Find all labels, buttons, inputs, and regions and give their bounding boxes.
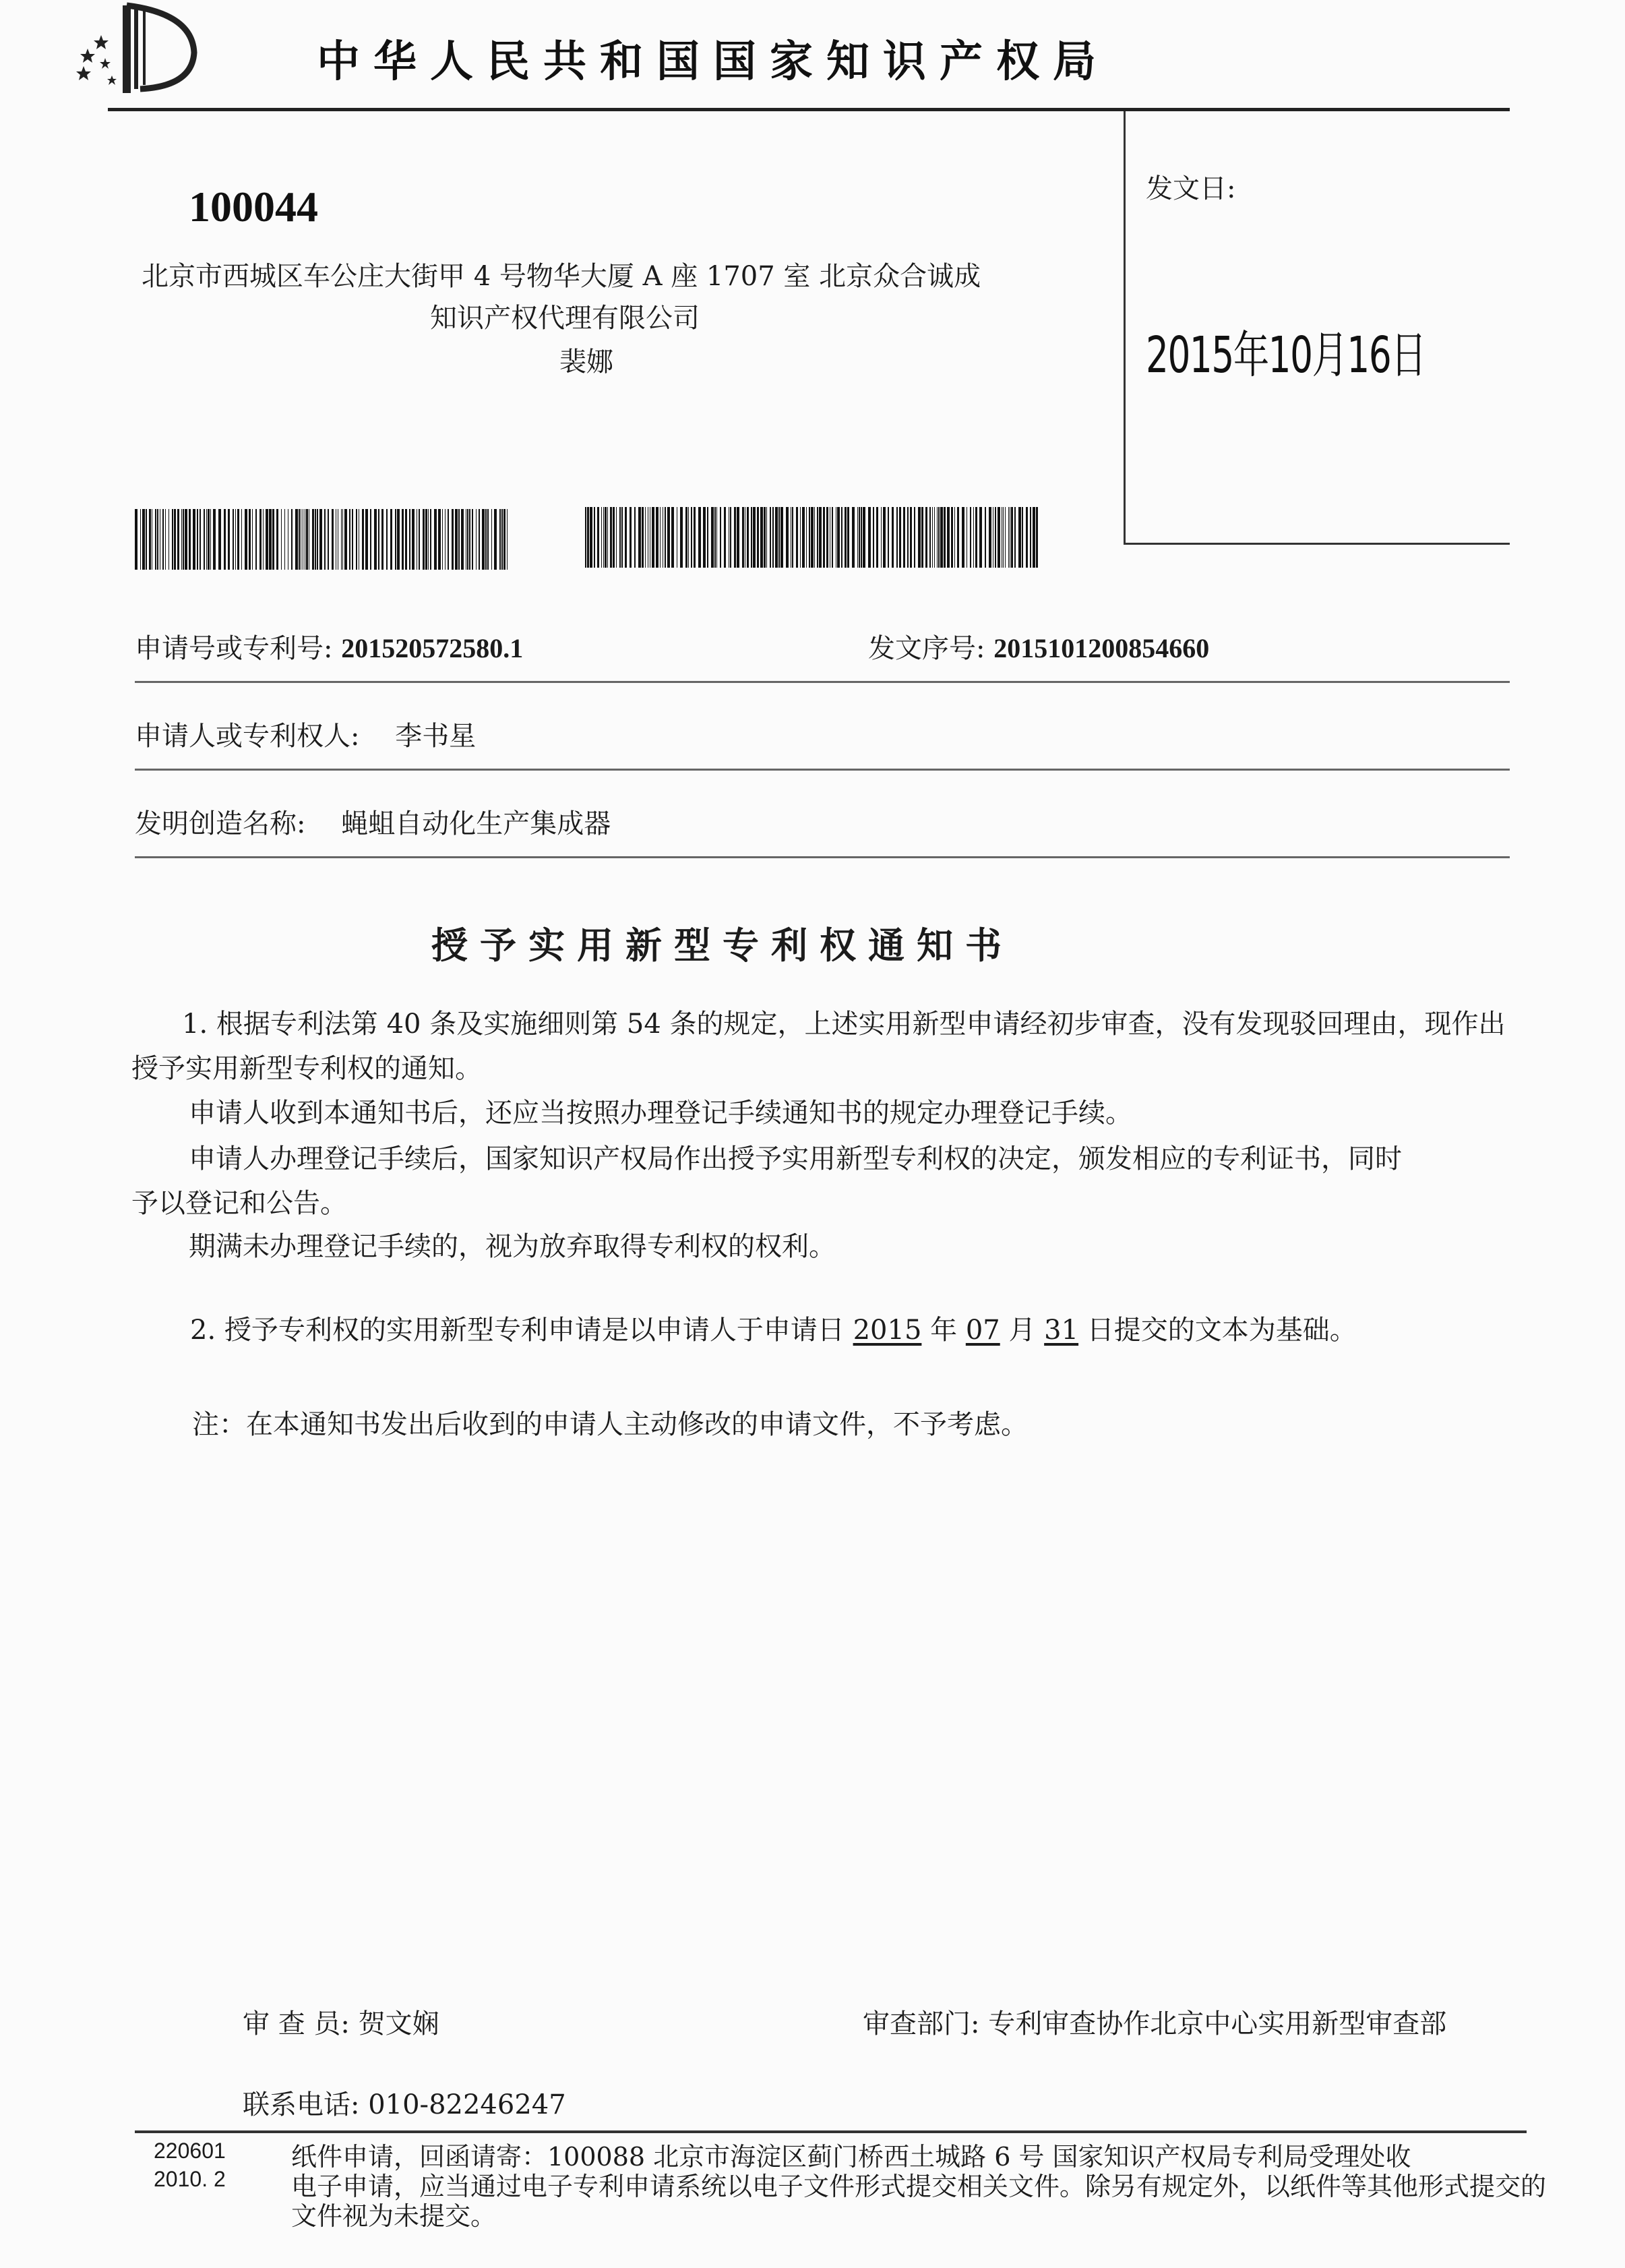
barcode-bar bbox=[742, 507, 744, 568]
notice-paragraph-2: 申请人收到本通知书后，还应当按照办理登记手续通知书的规定办理登记手续。 bbox=[189, 1098, 1132, 1129]
barcode-bar bbox=[263, 509, 264, 570]
footer-rule bbox=[135, 2130, 1527, 2133]
barcode-bar bbox=[665, 507, 666, 568]
barcode-bar bbox=[603, 507, 604, 568]
barcode-bar bbox=[469, 509, 470, 570]
barcode-bar bbox=[780, 507, 783, 568]
barcode-bar bbox=[998, 507, 1000, 568]
date-box-border-horizontal bbox=[1124, 543, 1510, 545]
department-row bbox=[863, 2002, 1446, 2041]
barcode-bar bbox=[660, 507, 661, 568]
barcode-bar bbox=[428, 509, 429, 570]
barcode-bar bbox=[237, 509, 239, 570]
barcode-bar bbox=[995, 507, 996, 568]
barcode-bar bbox=[832, 507, 833, 568]
barcode-bar bbox=[157, 509, 158, 570]
barcode-bar bbox=[876, 507, 878, 568]
barcode-bar bbox=[656, 507, 658, 568]
barcode-bar bbox=[374, 509, 377, 570]
barcode-bar bbox=[1005, 507, 1006, 568]
barcode-bar bbox=[587, 507, 589, 568]
barcode-bar bbox=[455, 509, 458, 570]
barcode-bar bbox=[177, 509, 179, 570]
barcode-bar bbox=[434, 509, 437, 570]
barcode-left bbox=[135, 509, 509, 570]
invention-row bbox=[135, 802, 611, 841]
logo-mark bbox=[127, 5, 194, 93]
form-code: 220601 bbox=[154, 2139, 226, 2163]
barcode-bar bbox=[590, 507, 592, 568]
barcode-bar bbox=[503, 509, 505, 570]
barcode-bar bbox=[947, 507, 950, 568]
applicant-name: 李书星 bbox=[395, 721, 477, 752]
barcode-bar bbox=[764, 507, 766, 568]
barcode-bar bbox=[245, 509, 247, 570]
form-version: 2010. 2 bbox=[154, 2167, 226, 2191]
barcode-bar bbox=[688, 507, 689, 568]
barcode-bar bbox=[409, 509, 410, 570]
examiner-name: 贺文娴 bbox=[358, 2008, 439, 2039]
barcode-bar bbox=[448, 509, 449, 570]
logo-star-4 bbox=[100, 58, 111, 69]
barcode-bar bbox=[174, 509, 176, 570]
barcode-bar bbox=[210, 509, 211, 570]
barcode-bar bbox=[1003, 507, 1004, 568]
recipient-address-line2: 知识产权代理有限公司 bbox=[430, 303, 700, 334]
barcode-bar bbox=[208, 509, 210, 570]
barcode-bar bbox=[149, 509, 151, 570]
barcode-bar bbox=[667, 507, 670, 568]
filing-month-unit: 月 bbox=[1000, 1315, 1045, 1346]
barcode-bar bbox=[291, 509, 293, 570]
filing-text-prefix: 2. 授予专利权的实用新型专利申请是以申请人于申请日 bbox=[190, 1315, 853, 1346]
barcode-bar bbox=[206, 509, 207, 570]
barcode-bar bbox=[720, 507, 721, 568]
barcode-bar bbox=[494, 509, 497, 570]
barcode-bar bbox=[934, 507, 935, 568]
barcode-bar bbox=[452, 509, 454, 570]
barcode-bar bbox=[328, 509, 329, 570]
barcode-bar bbox=[852, 507, 855, 568]
barcode-bar bbox=[868, 507, 871, 568]
barcode-bar bbox=[479, 509, 480, 570]
barcode-bar bbox=[349, 509, 350, 570]
barcode-bar bbox=[485, 509, 487, 570]
barcode-bar bbox=[381, 509, 384, 570]
barcode-bar bbox=[616, 507, 617, 568]
barcode-bar bbox=[419, 509, 420, 570]
barcode-bar bbox=[365, 509, 368, 570]
barcode-bar bbox=[266, 509, 268, 570]
barcode-bar bbox=[501, 509, 503, 570]
barcode-bar bbox=[445, 509, 446, 570]
barcode-bar bbox=[241, 509, 242, 570]
barcode-bar bbox=[605, 507, 607, 568]
barcode-bar bbox=[306, 509, 308, 570]
barcode-bar bbox=[235, 509, 236, 570]
barcode-bar bbox=[317, 509, 318, 570]
barcode-bar bbox=[610, 507, 612, 568]
barcode-bar bbox=[344, 509, 347, 570]
barcode-bar bbox=[1036, 507, 1038, 568]
barcode-bar bbox=[625, 507, 627, 568]
barcode-bar bbox=[601, 507, 602, 568]
application-number-label: 申请号或专利号: bbox=[135, 633, 333, 664]
barcode-bar bbox=[395, 509, 396, 570]
barcode-right bbox=[585, 507, 1038, 568]
barcode-bar bbox=[691, 507, 692, 568]
phone-number: 010-82246247 bbox=[368, 2089, 566, 2120]
notice-paragraph-4: 期满未办理登记手续的，视为放弃取得专利权的权利。 bbox=[189, 1231, 836, 1262]
barcode-bar bbox=[883, 507, 886, 568]
barcode-bar bbox=[499, 509, 501, 570]
footer-electronic-instruction: 电子申请，应当通过电子专利申请系统以电子文件形式提交相关文件。除另有规定外，以纸件等其他形式提交的 bbox=[291, 2172, 1547, 2201]
barcode-bar bbox=[630, 507, 632, 568]
barcode-bar bbox=[1022, 507, 1023, 568]
barcode-bar bbox=[940, 507, 943, 568]
barcode-bar bbox=[162, 509, 164, 570]
filing-text-suffix: 日提交的文本为基础。 bbox=[1078, 1315, 1357, 1346]
phone-row bbox=[243, 2083, 566, 2122]
barcode-bar bbox=[775, 507, 778, 568]
barcode-bar bbox=[817, 507, 818, 568]
department-label: 审查部门: bbox=[863, 2008, 980, 2039]
barcode-bar bbox=[193, 509, 195, 570]
barcode-bar bbox=[685, 507, 687, 568]
barcode-bar bbox=[259, 509, 262, 570]
barcode-bar bbox=[185, 509, 187, 570]
barcode-bar bbox=[989, 507, 991, 568]
barcode-bar bbox=[1008, 507, 1009, 568]
barcode-bar bbox=[951, 507, 953, 568]
barcode-bar bbox=[819, 507, 822, 568]
barcode-bar bbox=[896, 507, 898, 568]
barcode-bar bbox=[482, 509, 485, 570]
barcode-bar bbox=[594, 507, 595, 568]
barcode-bar bbox=[405, 509, 407, 570]
barcode-bar bbox=[814, 507, 815, 568]
barcode-bar bbox=[324, 509, 326, 570]
barcode-bar bbox=[796, 507, 798, 568]
examiner-label: 审 查 员: bbox=[243, 2008, 350, 2039]
barcode-bar bbox=[218, 509, 221, 570]
barcode-bar bbox=[1026, 507, 1028, 568]
barcode-bar bbox=[249, 509, 251, 570]
barcode-bar bbox=[378, 509, 379, 570]
barcode-bar bbox=[975, 507, 977, 568]
barcode-bar bbox=[370, 509, 371, 570]
barcode-bar bbox=[863, 507, 865, 568]
barcode-bar bbox=[634, 507, 636, 568]
barcode-bar bbox=[585, 507, 586, 568]
barcode-bar bbox=[954, 507, 955, 568]
logo-star-3 bbox=[76, 66, 91, 80]
filing-month: 07 bbox=[965, 1315, 1000, 1346]
barcode-bar bbox=[671, 507, 674, 568]
barcode-bar bbox=[914, 507, 915, 568]
barcode-bar bbox=[342, 509, 343, 570]
barcode-bar bbox=[1018, 507, 1021, 568]
barcode-bar bbox=[937, 507, 938, 568]
barcode-bar bbox=[197, 509, 198, 570]
barcode-bar bbox=[938, 507, 940, 568]
barcode-bar bbox=[507, 509, 508, 570]
barcode-bar bbox=[135, 509, 137, 570]
barcode-bar bbox=[973, 507, 974, 568]
barcode-bar bbox=[213, 509, 216, 570]
barcode-bar bbox=[861, 507, 862, 568]
footer-paper-instruction: 纸件申请，回函请寄：100088 北京市海淀区蓟门桥西土城路 6 号 国家知识产权局专利局受理处收 bbox=[291, 2142, 1411, 2172]
barcode-bar bbox=[142, 509, 145, 570]
barcode-bar bbox=[910, 507, 912, 568]
applicant-label: 申请人或专利权人: bbox=[135, 721, 360, 752]
barcode-bar bbox=[140, 509, 141, 570]
barcode-bar bbox=[921, 507, 923, 568]
barcode-bar bbox=[944, 507, 946, 568]
barcode-bar bbox=[903, 507, 905, 568]
barcode-bar bbox=[168, 509, 169, 570]
barcode-bar bbox=[932, 507, 933, 568]
barcode-bar bbox=[845, 507, 847, 568]
barcode-bar bbox=[714, 507, 716, 568]
barcode-bar bbox=[888, 507, 889, 568]
field-divider bbox=[135, 856, 1510, 858]
recipient-postcode: 100044 bbox=[189, 183, 318, 231]
barcode-bar bbox=[800, 507, 801, 568]
invention-label: 发明创造名称: bbox=[135, 808, 306, 839]
barcode-bar bbox=[172, 509, 173, 570]
barcode-bar bbox=[397, 509, 400, 570]
barcode-bar bbox=[281, 509, 282, 570]
barcode-bar bbox=[181, 509, 182, 570]
issue-date: 2015年10月16日 bbox=[1146, 326, 1426, 384]
barcode-bar bbox=[430, 509, 431, 570]
barcode-bar bbox=[753, 507, 756, 568]
barcode-bar bbox=[652, 507, 654, 568]
barcode-bar bbox=[918, 507, 921, 568]
barcode-bar bbox=[276, 509, 278, 570]
notice-paragraph-3-line1: 申请人办理登记手续后，国家知识产权局作出授予实用新型专利权的决定，颁发相应的专利证书，同时 bbox=[189, 1143, 1402, 1174]
barcode-bar bbox=[737, 507, 739, 568]
phone-label: 联系电话: bbox=[243, 2089, 360, 2120]
barcode-bar bbox=[929, 507, 931, 568]
barcode-bar bbox=[233, 509, 234, 570]
applicant-row bbox=[135, 715, 476, 753]
barcode-bar bbox=[204, 509, 205, 570]
barcode-bar bbox=[638, 507, 641, 568]
barcode-bar bbox=[312, 509, 314, 570]
serial-number: 2015101200854660 bbox=[993, 633, 1210, 663]
barcode-bar bbox=[228, 509, 230, 570]
barcode-bar bbox=[970, 507, 971, 568]
barcode-bar bbox=[766, 507, 767, 568]
field-divider bbox=[135, 769, 1510, 771]
barcode-bar bbox=[881, 507, 882, 568]
barcode-bar bbox=[751, 507, 752, 568]
barcode-bar bbox=[613, 507, 615, 568]
barcode-bar bbox=[458, 509, 460, 570]
invention-name: 蝇蛆自动化生产集成器 bbox=[341, 808, 611, 839]
barcode-bar bbox=[438, 509, 441, 570]
filing-year-unit: 年 bbox=[921, 1315, 966, 1346]
barcode-bar bbox=[146, 509, 147, 570]
logo-star-1 bbox=[80, 49, 95, 63]
field-divider bbox=[135, 681, 1510, 683]
barcode-bar bbox=[165, 509, 166, 570]
barcode-bar bbox=[461, 509, 464, 570]
serial-number-label: 发文序号: bbox=[868, 633, 985, 664]
barcode-bar bbox=[760, 507, 763, 568]
barcode-bar bbox=[907, 507, 909, 568]
notice-title: 授予实用新型专利权通知书 bbox=[431, 924, 1014, 967]
barcode-bar bbox=[315, 509, 316, 570]
barcode-bar bbox=[642, 507, 644, 568]
logo-star-2 bbox=[94, 35, 109, 49]
issuer-title: 中华人民共和国国家知识产权局 bbox=[317, 37, 1109, 87]
barcode-bar bbox=[979, 507, 982, 568]
barcode-bar bbox=[962, 507, 964, 568]
barcode-bar bbox=[680, 507, 683, 568]
barcode-bar bbox=[295, 509, 298, 570]
barcode-bar bbox=[425, 509, 427, 570]
barcode-bar bbox=[724, 507, 726, 568]
barcode-bar bbox=[802, 507, 805, 568]
filing-year: 2015 bbox=[853, 1315, 922, 1346]
serial-number-row bbox=[868, 627, 1209, 665]
barcode-bar bbox=[837, 507, 840, 568]
barcode-bar bbox=[155, 509, 156, 570]
barcode-bar bbox=[272, 509, 274, 570]
barcode-bar bbox=[423, 509, 425, 570]
barcode-bar bbox=[386, 509, 388, 570]
barcode-bar bbox=[847, 507, 849, 568]
notice-paragraph-1-line1: 1. 根据专利法第 40 条及实施细则第 54 条的规定，上述实用新型申请经初步审查，没有发现驳回理由，现作出 bbox=[182, 1009, 1506, 1040]
barcode-bar bbox=[857, 507, 858, 568]
barcode-bar bbox=[806, 507, 807, 568]
barcode-bar bbox=[224, 509, 226, 570]
application-number-row bbox=[135, 627, 523, 665]
barcode-bar bbox=[487, 509, 489, 570]
barcode-bar bbox=[985, 507, 986, 568]
barcode-bar bbox=[957, 507, 959, 568]
barcode-bar bbox=[299, 509, 300, 570]
notice-paragraph-5 bbox=[190, 1308, 1357, 1352]
barcode-bar bbox=[859, 507, 860, 568]
application-number: 201520572580.1 bbox=[341, 633, 524, 663]
logo-star-5 bbox=[107, 76, 117, 85]
barcode-bar bbox=[390, 509, 392, 570]
barcode-bar bbox=[698, 507, 701, 568]
barcode-bar bbox=[442, 509, 443, 570]
barcode-bar bbox=[402, 509, 404, 570]
barcode-bar bbox=[757, 507, 759, 568]
barcode-bar bbox=[1011, 507, 1013, 568]
barcode-bar bbox=[694, 507, 696, 568]
barcode-bar bbox=[255, 509, 257, 570]
barcode-bar bbox=[341, 509, 342, 570]
barcode-bar bbox=[621, 507, 623, 568]
barcode-bar bbox=[607, 507, 608, 568]
cnipa-logo bbox=[74, 0, 209, 101]
barcode-bar bbox=[284, 509, 285, 570]
examiner-row bbox=[243, 2002, 439, 2041]
barcode-bar bbox=[332, 509, 334, 570]
barcode-bar bbox=[352, 509, 353, 570]
recipient-address-line1: 北京市西城区车公庄大街甲 4 号物华大厦 A 座 1707 室 北京众合诚成 bbox=[142, 261, 981, 292]
barcode-bar bbox=[619, 507, 621, 568]
notice-note: 注：在本通知书发出后收到的申请人主动修改的申请文件，不予考虑。 bbox=[192, 1409, 1028, 1440]
barcode-bar bbox=[778, 507, 780, 568]
barcode-bar bbox=[1030, 507, 1031, 568]
issue-date-label: 发文日: bbox=[1146, 173, 1236, 204]
barcode-bar bbox=[792, 507, 793, 568]
barcode-bar bbox=[772, 507, 774, 568]
barcode-bar bbox=[811, 507, 814, 568]
barcode-bar bbox=[467, 509, 468, 570]
barcode-bar bbox=[252, 509, 253, 570]
barcode-bar bbox=[597, 507, 599, 568]
notice-paragraph-3-line2: 予以登记和公告。 bbox=[131, 1188, 347, 1219]
barcode-bar bbox=[707, 507, 708, 568]
barcode-bar bbox=[183, 509, 184, 570]
barcode-bar bbox=[472, 509, 473, 570]
notice-paragraph-1-line2: 授予实用新型专利权的通知。 bbox=[131, 1053, 482, 1084]
department-name: 专利审查协作北京中心实用新型审查部 bbox=[988, 2008, 1447, 2039]
barcode-bar bbox=[899, 507, 901, 568]
date-box-border-vertical bbox=[1124, 111, 1126, 543]
barcode-bar bbox=[747, 507, 749, 568]
barcode-bar bbox=[873, 507, 874, 568]
barcode-bar bbox=[703, 507, 706, 568]
barcode-bar bbox=[476, 509, 477, 570]
barcode-bar bbox=[189, 509, 191, 570]
barcode-bar bbox=[730, 507, 731, 568]
recipient-contact-name: 裴娜 bbox=[559, 347, 613, 378]
header-rule bbox=[108, 108, 1510, 111]
barcode-bar bbox=[841, 507, 842, 568]
footer-electronic-instruction-cont: 文件视为未提交。 bbox=[291, 2201, 497, 2231]
barcode-bar bbox=[716, 507, 717, 568]
barcode-bar bbox=[823, 507, 825, 568]
barcode-bar bbox=[734, 507, 736, 568]
barcode-bar bbox=[362, 509, 364, 570]
filing-day: 31 bbox=[1044, 1315, 1079, 1346]
barcode-bar bbox=[892, 507, 894, 568]
barcode-bar bbox=[356, 509, 357, 570]
barcode-bar bbox=[809, 507, 810, 568]
barcode-bar bbox=[826, 507, 828, 568]
barcode-bar bbox=[1014, 507, 1016, 568]
barcode-bar bbox=[711, 507, 714, 568]
barcode-bar bbox=[319, 509, 322, 570]
barcode-bar bbox=[786, 507, 789, 568]
barcode-bar bbox=[491, 509, 492, 570]
barcode-bar bbox=[1033, 507, 1035, 568]
barcode-bar bbox=[200, 509, 201, 570]
barcode-bar bbox=[925, 507, 927, 568]
barcode-bar bbox=[770, 507, 771, 568]
barcode-bar bbox=[645, 507, 646, 568]
barcode-bar bbox=[269, 509, 272, 570]
barcode-bar bbox=[412, 509, 415, 570]
